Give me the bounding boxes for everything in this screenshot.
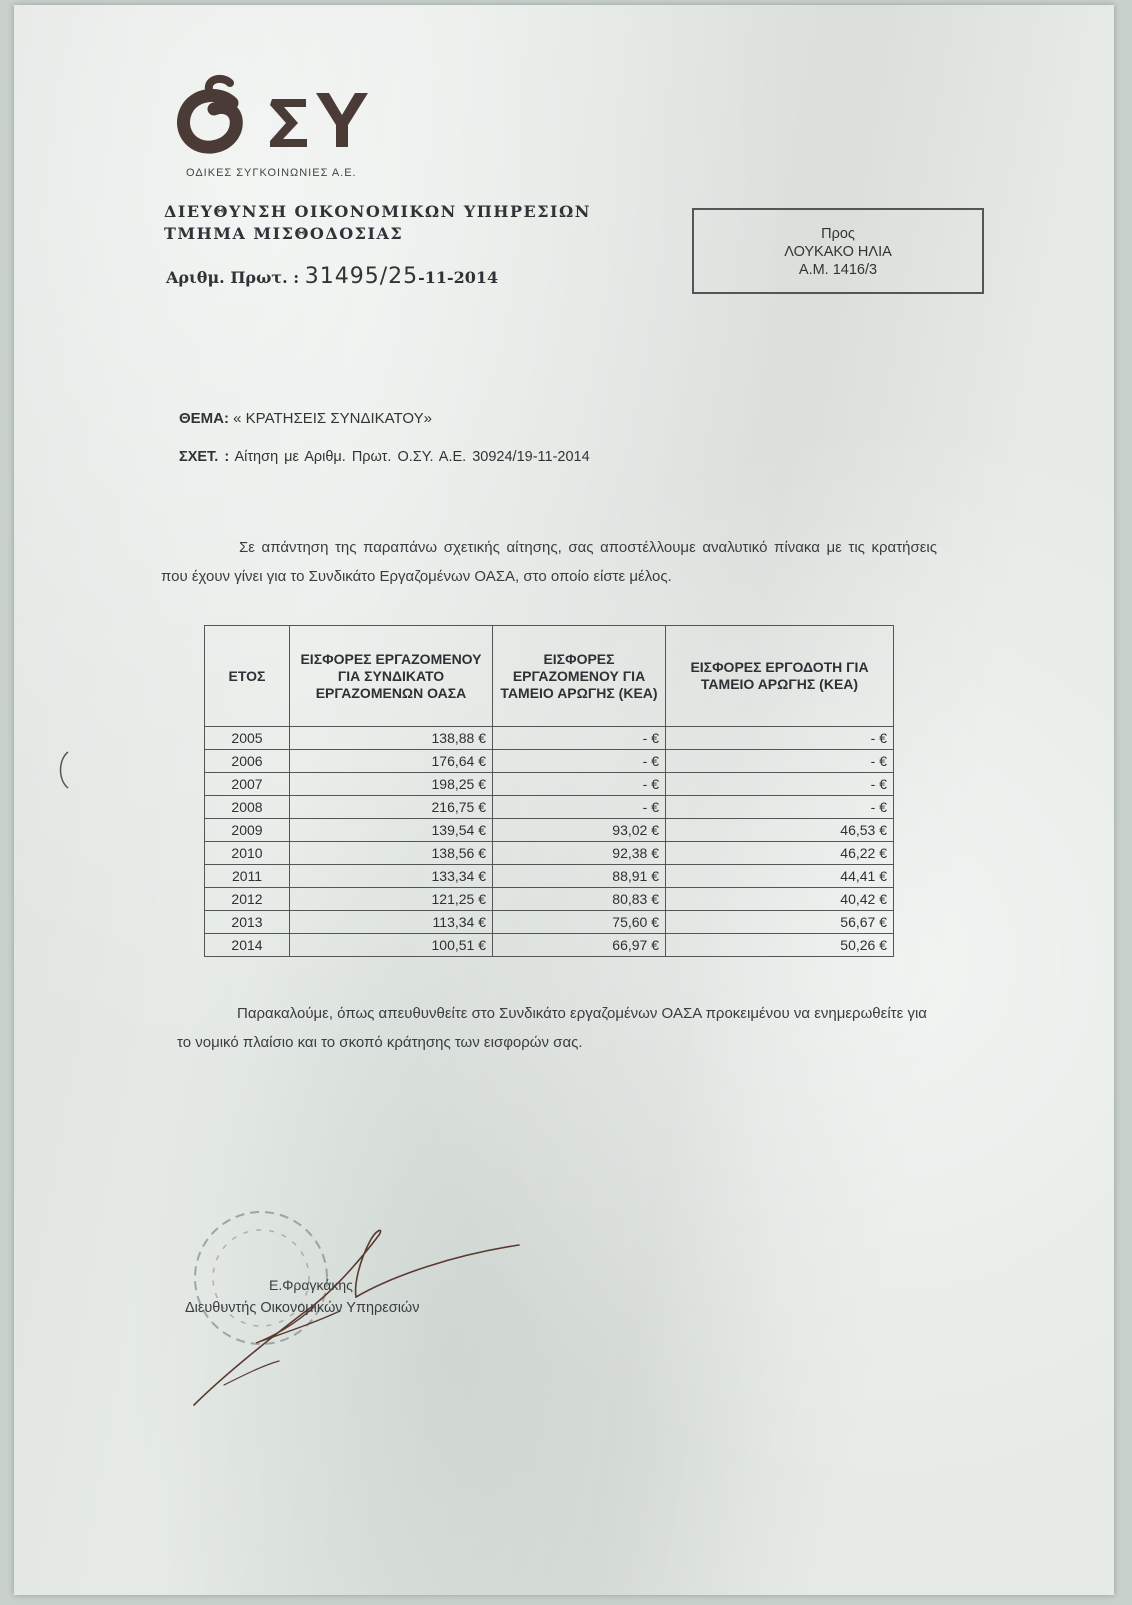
cell-employee-kea: 75,60 €	[493, 911, 666, 934]
cell-employee-kea: - €	[493, 750, 666, 773]
cell-employer-kea: 50,26 €	[666, 934, 894, 957]
cell-year: 2006	[205, 750, 290, 773]
cell-employer-kea: 40,42 €	[666, 888, 894, 911]
subject-line	[179, 410, 432, 427]
table-row	[205, 819, 894, 842]
recipient-box	[692, 208, 984, 294]
cell-employee-kea: - €	[493, 773, 666, 796]
body-paragraph-1	[161, 533, 937, 591]
subject-label: ΘΕΜΑ:	[179, 410, 229, 427]
cell-employee-kea: 92,38 €	[493, 842, 666, 865]
cell-union: 176,64 €	[290, 750, 493, 773]
cell-employee-kea: 80,83 €	[493, 888, 666, 911]
table-row	[205, 750, 894, 773]
cell-union: 133,34 €	[290, 865, 493, 888]
cell-employer-kea: - €	[666, 750, 894, 773]
cell-employee-kea: - €	[493, 727, 666, 750]
cell-year: 2007	[205, 773, 290, 796]
cell-union: 113,34 €	[290, 911, 493, 934]
signer-title: Διευθυντής Οικονομικών Υπηρεσιών	[185, 1300, 420, 1316]
recipient-id: Α.Μ. 1416/3	[798, 262, 878, 278]
department-header	[164, 201, 591, 245]
reference-text: Αίτηση με Αριθμ. Πρωτ. Ο.ΣΥ. Α.Ε. 30924/19-11-2014	[234, 449, 590, 465]
subject-text: « ΚΡΑΤΗΣΕΙΣ ΣΥΝΔΙΚΑΤΟΥ»	[233, 410, 432, 427]
body-paragraph-2-text: Παρακαλούμε, όπως απευθυνθείτε στο Συνδικάτο εργαζομένων ΟΑΣΑ προκειμένου να ενημερωθείτε για το νομικό πλαίσιο και το σκοπό κράτησης των εισφορών σας.	[177, 1005, 927, 1051]
table-row	[205, 842, 894, 865]
table-row	[205, 796, 894, 819]
table-row	[205, 773, 894, 796]
reference-label: ΣΧΕΤ. :	[179, 449, 230, 465]
cell-employer-kea: 46,53 €	[666, 819, 894, 842]
table-row	[205, 888, 894, 911]
cell-employer-kea: - €	[666, 727, 894, 750]
cell-employer-kea: 46,22 €	[666, 842, 894, 865]
cell-union: 139,54 €	[290, 819, 493, 842]
cell-employee-kea: - €	[493, 796, 666, 819]
table-header-row	[205, 626, 894, 727]
protocol-handwritten: 31495/25	[304, 264, 419, 289]
department-line-1: ΔΙΕΥΘΥΝΣΗ ΟΙΚΟΝΟΜΙΚΩΝ ΥΠΗΡΕΣΙΩΝ	[164, 202, 591, 221]
cell-year: 2013	[205, 911, 290, 934]
cell-year: 2005	[205, 727, 290, 750]
cell-year: 2008	[205, 796, 290, 819]
cell-union: 138,56 €	[290, 842, 493, 865]
department-line-2: ΤΜΗΜΑ ΜΙΣΘΟΔΟΣΙΑΣ	[164, 224, 404, 243]
table-row	[205, 727, 894, 750]
cell-year: 2012	[205, 888, 290, 911]
osy-logo	[164, 73, 394, 165]
header-union-contributions: ΕΙΣΦΟΡΕΣ ΕΡΓΑΖΟΜΕΝΟΥ ΓΙΑ ΣΥΝΔΙΚΑΤΟ ΕΡΓΑΖΟΜΕΝΩΝ ΟΑΣΑ	[290, 626, 493, 727]
contributions-table	[204, 625, 894, 957]
recipient-name: ΛΟΥΚΑΚΟ ΗΛΙΑ	[784, 244, 892, 260]
handwritten-signature	[164, 1215, 534, 1420]
header-employer-kea: ΕΙΣΦΟΡΕΣ ΕΡΓΟΔΟΤΗ ΓΙΑ ΤΑΜΕΙΟ ΑΡΩΓΗΣ (ΚΕΑ)	[666, 626, 894, 727]
reference-line	[179, 449, 590, 465]
cell-union: 138,88 €	[290, 727, 493, 750]
recipient-to: Προς	[821, 226, 855, 242]
cell-employee-kea: 88,91 €	[493, 865, 666, 888]
cell-employee-kea: 66,97 €	[493, 934, 666, 957]
cell-union: 100,51 €	[290, 934, 493, 957]
cell-union: 198,25 €	[290, 773, 493, 796]
body-paragraph-1-text: Σε απάντηση της παραπάνω σχετικής αίτησης, σας αποστέλλουμε αναλυτικό πίνακα με τις κρατήσεις που έχουν γίνει για το Συνδικάτο Εργαζομένων ΟΑΣΑ, στο οποίο είστε μέλος.	[161, 539, 937, 585]
table-row	[205, 911, 894, 934]
cell-union: 216,75 €	[290, 796, 493, 819]
table-row	[205, 934, 894, 957]
body-paragraph-2	[177, 999, 937, 1057]
cell-employer-kea: 44,41 €	[666, 865, 894, 888]
table-row	[205, 865, 894, 888]
cell-year: 2014	[205, 934, 290, 957]
protocol-date: -11-2014	[418, 268, 499, 287]
cell-employer-kea: - €	[666, 796, 894, 819]
cell-employer-kea: - €	[666, 773, 894, 796]
header-year: ΕΤΟΣ	[205, 626, 290, 727]
cell-year: 2010	[205, 842, 290, 865]
cell-union: 121,25 €	[290, 888, 493, 911]
cell-employee-kea: 93,02 €	[493, 819, 666, 842]
margin-mark	[54, 750, 74, 795]
cell-year: 2009	[205, 819, 290, 842]
header-employee-kea: ΕΙΣΦΟΡΕΣ ΕΡΓΑΖΟΜΕΝΟΥ ΓΙΑ ΤΑΜΕΙΟ ΑΡΩΓΗΣ (ΚΕΑ)	[493, 626, 666, 727]
cell-employer-kea: 56,67 €	[666, 911, 894, 934]
cell-year: 2011	[205, 865, 290, 888]
protocol-number	[166, 264, 498, 289]
signer-name: Ε.Φραγκάκης	[269, 1277, 353, 1293]
protocol-label: Αριθμ. Πρωτ. :	[166, 268, 300, 287]
letter-page	[14, 5, 1114, 1595]
organization-name: ΟΔΙΚΕΣ ΣΥΓΚΟΙΝΩΝΙΕΣ Α.Ε.	[186, 167, 357, 179]
